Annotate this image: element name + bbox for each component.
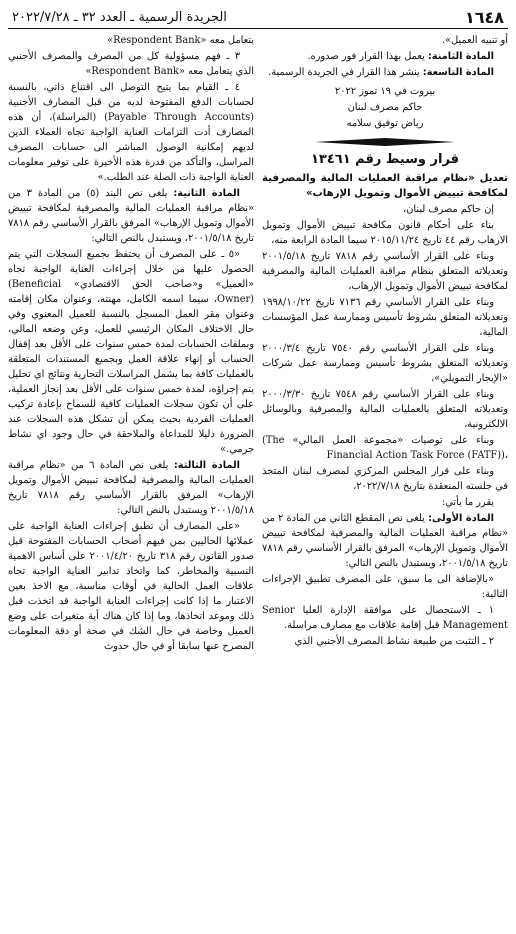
article-1-label: المادة الأولى: [428,513,494,524]
article-3 [8,458,254,518]
article-2 [8,186,254,246]
article-1 [262,511,508,571]
page-header [8,6,508,29]
article-9 [262,65,508,80]
signature-block [262,84,508,132]
list-item [8,247,254,457]
article-9-text: ينشر هذا القرار في الجريدة الرسمية. [268,67,420,78]
divider-ornament-icon [315,138,455,146]
fatf-english: (The Financial Action Task Force (FATF))، [262,435,508,461]
continued-text [8,33,254,48]
list-item [8,80,254,185]
preamble-line: بناء على أحكام قانون مكافحة تبييض الأموال وتمويل الارهاب رقم ٤٤ تاريخ ٢٠١٥/١١/٢٤ سيما المادة الرابعة منه، [262,220,508,246]
preamble-line: وبناء على القرار الأساسي رقم ٧٥٤٨ تاريخ ٢٠٠٠/٣/٣٠ وتعديلاته المتعلق بالعمليات المالية والمصرفية وبالوسائل الالكترونية، [262,389,508,430]
list-item [8,49,254,79]
item-5-text: «٥ ـ على المصرف أن يحتفظ بجميع السجلات التي يتم الحصول عليها من خلال إجراءات العناية الواجبة تجاه «العميل» و«صاحب الحق الاقتصادي» [8,249,254,290]
signature-name: رياض توفيق سلامه [346,118,424,129]
article-3-text: يلغى نص المادة ٦ من «نظام مراقبة العمليات المالية والمصرفية لمكافحة تبييض الأموال وتمويل الإرهاب» المرفق بالقرار الأساسي رقم ٧٨١٨ تاريخ ٢٠٠١/٥/١٨ ويستبدل بالنص التالي: [8,460,255,516]
preamble-line: وبناء على القرار الأساسي رقم ٧٥٤٠ تاريخ ٢٠٠٠/٣/٤ وتعديلاته المتعلق بشروط تأسيس وممارسة عمل شركات «الإيجار التمويلي»، [262,343,508,384]
continued-text: أو تنبيه العميل». [441,35,508,46]
gazette-title: الجريدة الرسمية ـ العدد ٣٢ ـ ٢٠٢٢/٧/٢٨ [12,9,227,25]
two-column-body [8,33,508,655]
article-2-label: المادة الثانية: [173,188,240,199]
right-column [262,33,508,655]
item-1-text: ١ ـ الاستحصال على موافقة الإدارة العليا [302,605,494,616]
decision-subject: تعديل «نظام مراقبة العمليات المالية والمصرفية لمكافحة تبييض الأموال وتمويل الإرهاب» [262,173,508,199]
decides-line: يقرر ما يأتي: [441,497,494,508]
item-1-english: Senior Management [262,605,508,631]
p2-english: «Respondent Bank» [85,66,185,77]
article-6-new-text: «على المصارف أن تطبق إجراءات العناية الواجبة على عملائها الحاليين بمن فيهم أصحاب الحسابات المفتوحة قبل صدور القانون رقم ٣١٨ تاريخ ٢٠٠١/٤/٢٠ على أساس الاهمية النسبية والمخاطر، كما واتخاذ تدابير العناية الواجبة تجاه علاقات العمل الحالية في أوقات مناسبة، مع الاخذ بعين الاعتبار ما إذا كانت إجراءات العناية الواجبة قد اتخذت قبل ذلك وموعد اتخاذها، وما إذا كان هناك أية متغيرات على وضع العميل وخاصة في حال الشك في صحة أو دقة المعلومات المصرح عنها سابقا أو في حال حدوث [8,521,254,652]
p1-english: «Respondent Bank» [107,35,207,46]
quoted-intro: «بالإضافة الى ما سبق، على المصرف تطبيق الإجراءات التالية: [262,574,508,600]
preamble-line: وبناء على القرار الأساسي رقم ٧١٣٦ تاريخ ١٩٩٨/١٠/٢٢ وتعديلاته المتعلق بشروط تأسيس وممارسة عمل المؤسسات المالية، [262,297,508,338]
section-divider [262,138,508,146]
p3-english: (Payable Through Accounts) [104,112,254,123]
article-9-label: المادة التاسعة: [422,67,494,78]
article-3-label: المادة الثالثة: [173,460,240,471]
p2-text: ٣ ـ فهم مسؤولية كل من المصرف والمصرف الأجنبي الذي يتعامل معه [8,51,254,77]
left-column [8,33,254,655]
article-2-text: يلغى نص البند (٥) من المادة ٣ من «نظام مراقبة العمليات المالية والمصرفية لمكافحة تبييض الأموال وتمويل الإرهاب» المرفق بالقرار الأساسي رقم ٧٨١٨ تاريخ ٢٠٠١/٥/١٨، ويستبدل بالنص التالي: [8,188,254,244]
article-1-text: يلغى نص المقطع الثاني من المادة ٢ من «نظام مراقبة العمليات المالية والمصرفية لمكافحة تبييض الأموال وتمويل الإرهاب» المرفق بالقرار الأساسي رقم ٧٨١٨ تاريخ ٢٠٠١/٥/١٨، ويستبدل بالنص التالي: [262,513,508,569]
council-decision: وبناء على قرار المجلس المركزي لمصرف لبنان المتخذ في جلسته المنعقدة بتاريخ ٢٠٢٢/٧/١٨، [262,466,508,492]
item-5-english: (Beneficial Owner) [8,279,254,305]
page-number: ١٦٤٨ [464,7,504,27]
preamble-line: إن حاكم مصرف لبنان، [402,204,494,215]
p3-text: ٤ ـ القيام بما يتيح التوصل الى اقتناع ذاتي، بالنسبة لحسابات الدفع المفتوحة لديه من قبل المصارف الأجنبية [8,82,254,108]
list-item: ٢ ـ التثبت من طبيعة نشاط المصرف الأجنبي الذي [294,636,494,647]
signature-place-date: بيروت في ١٩ تموز ٢٠٢٢ [334,86,436,97]
item-1-suffix: قبل إقامة علاقات مع مصارف مراسلة. [284,620,440,631]
preamble-line: وبناء على القرار الأساسي رقم ٧٨١٨ تاريخ ٢٠٠١/٥/١٨ وتعديلاته المتعلق بنظام مراقبة العمليات المالية والمصرفية لمكافحة تبييض الأموال وتمويل الإرهاب، [262,251,508,292]
item-5-suffix: ، سيما اسمه الكامل، مهنته، وعنوان مكان إقامته وعنوان مقر العمل المسجل بالنسبة للعميل المعنوي وفي حال الاختلاف المكان الرئيسي للعمل، وعن وضعه المالي، وبملفات الحسابات لمدة خمس سنوات على الأقل بعد إقفال الحساب أو إنهاء علاقة العمل وبجميع المستندات المتعلقة بالعمليات كافة بما يشمل المراسلات التجارية ونتائج اي تحليل يتم إجراؤه، لمدة خمس سنوات على الأقل بعد إنجاز العملية، على أن تكون سجلات العمليات كافية للسماح بإعادة تركيب العمليات الفردية بحيث يمكن أن تشكل هذه السجلات عند الضرورة دليلا للمداعاة والملاحقة في حال وجود اي نشاط جرمي.» [8,294,254,455]
article-8-label: المادة الثامنة: [427,51,494,62]
p3-suffix: (المراسلة)، أن هذه المصارف أدت التزامات العناية الواجبة تجاه العملاء الذين لديهم إمكانية الوصول المباشر الى حسابات المصرف المراسل، والتأكد من قدرة هذه الأخيرة على توفير معلومات العناية الواجبة ذات الصلة عند الطلب.» [8,112,254,183]
decision-title: قرار وسيط رقم ١٣٤٦١ [310,152,460,167]
list-item [262,603,508,633]
article-8 [262,49,508,64]
signature-role: حاكم مصرف لبنان [347,102,423,113]
article-8-text: يعمل بهذا القرار فور صدوره. [307,51,425,62]
fatf-intro: وبناء على توصيات «مجموعة العمل المالي» [292,435,494,446]
fatf-reference [262,433,508,463]
p1-text: يتعامل معه [209,35,254,46]
